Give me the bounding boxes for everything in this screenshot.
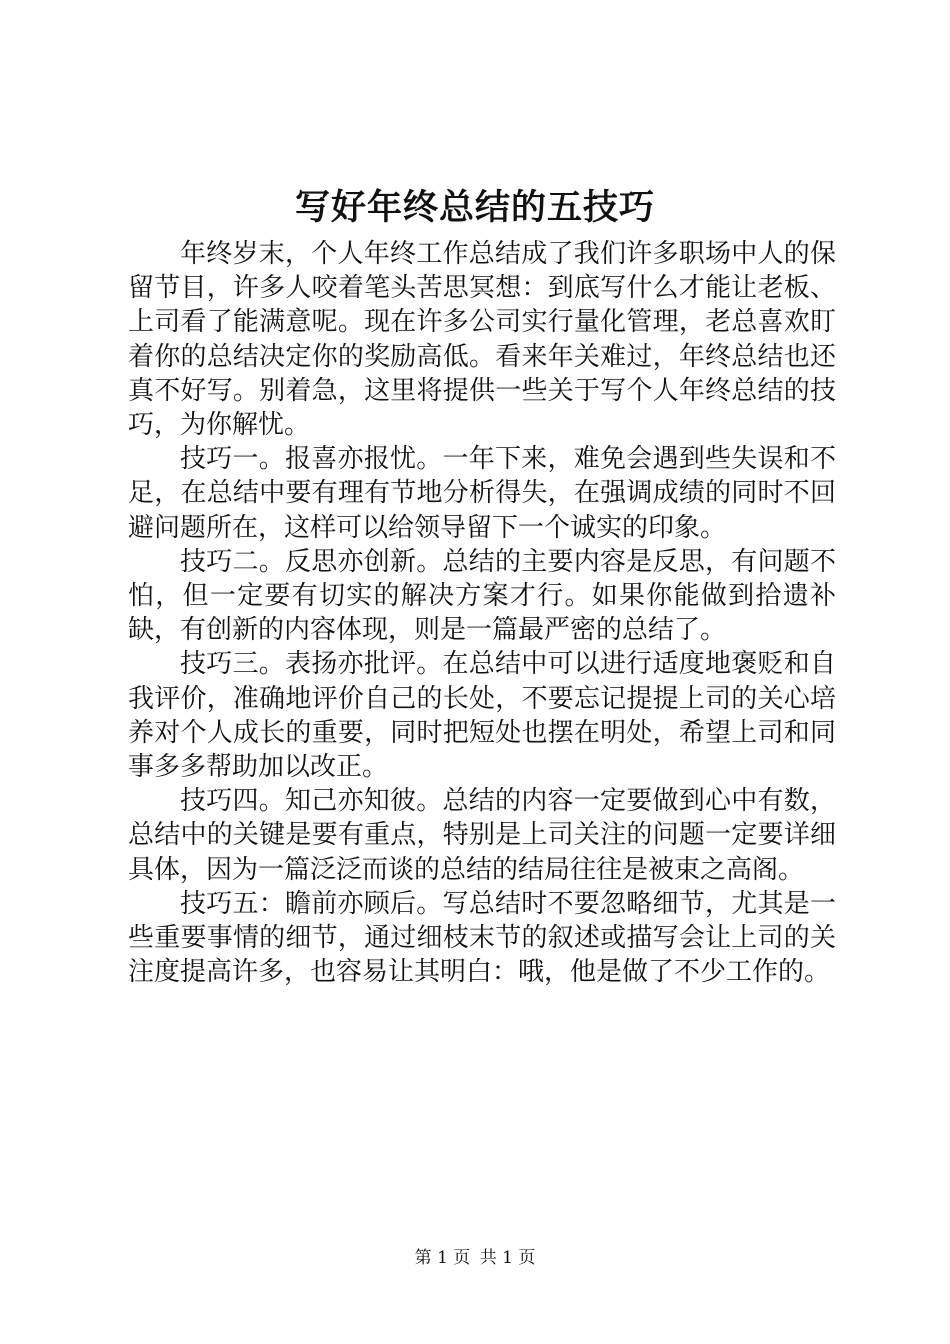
paragraph-tip-4: 技巧四。知己亦知彼。总结的内容一定要做到心中有数，总结中的关键是要有重点，特别是上司关注的问题一定要详细具体，因为一篇泛泛而谈的总结的结局往往是被束之高阁。 (128, 786, 836, 885)
page-number: 第 1 页 (414, 1248, 471, 1268)
paragraph-tip-3: 技巧三。表扬亦批评。在总结中可以进行适度地褒贬和自我评价，准确地评价自己的长处，不要忘记提提上司的关心培养对个人成长的重要，同时把短处也摆在明处，希望上司和同事多多帮助加以改正。 (128, 649, 836, 783)
paragraph-tip-2: 技巧二。反思亦创新。总结的主要内容是反思，有问题不怕，但一定要有切实的解决方案才行。如果你能做到拾遗补缺，有创新的内容体现，则是一篇最严密的总结了。 (128, 546, 836, 646)
paragraph-tip-5: 技巧五：瞻前亦顾后。写总结时不要忽略细节，尤其是一些重要事情的细节，通过细枝末节的叙述或描写会让上司的关注度提高许多，也容易让其明白：哦，他是做了不少工作的。 (128, 888, 836, 988)
document-title: 写好年终总结的五技巧 (294, 187, 655, 228)
document-body (128, 237, 836, 989)
paragraph-tip-1: 技巧一。报喜亦报忧。一年下来，难免会遇到些失误和不足，在总结中要有理有节地分析得失，在强调成绩的同时不回避问题所在，这样可以给领导留下一个诚实的印象。 (128, 444, 836, 543)
page-total: 共 1 页 (479, 1248, 536, 1268)
page-footer (0, 1246, 950, 1270)
paragraph-intro: 年终岁末，个人年终工作总结成了我们许多职场中人的保留节目，许多人咬着笔头苦思冥想：到底写什么才能让老板、上司看了能满意呢。现在许多公司实行量化管理，老总喜欢盯着你的总结决定你的奖励高低。看来年关难过，年终总结也还真不好写。别着急，这里将提供一些关于写个人年终总结的技巧，为你解忧。 (128, 239, 836, 441)
